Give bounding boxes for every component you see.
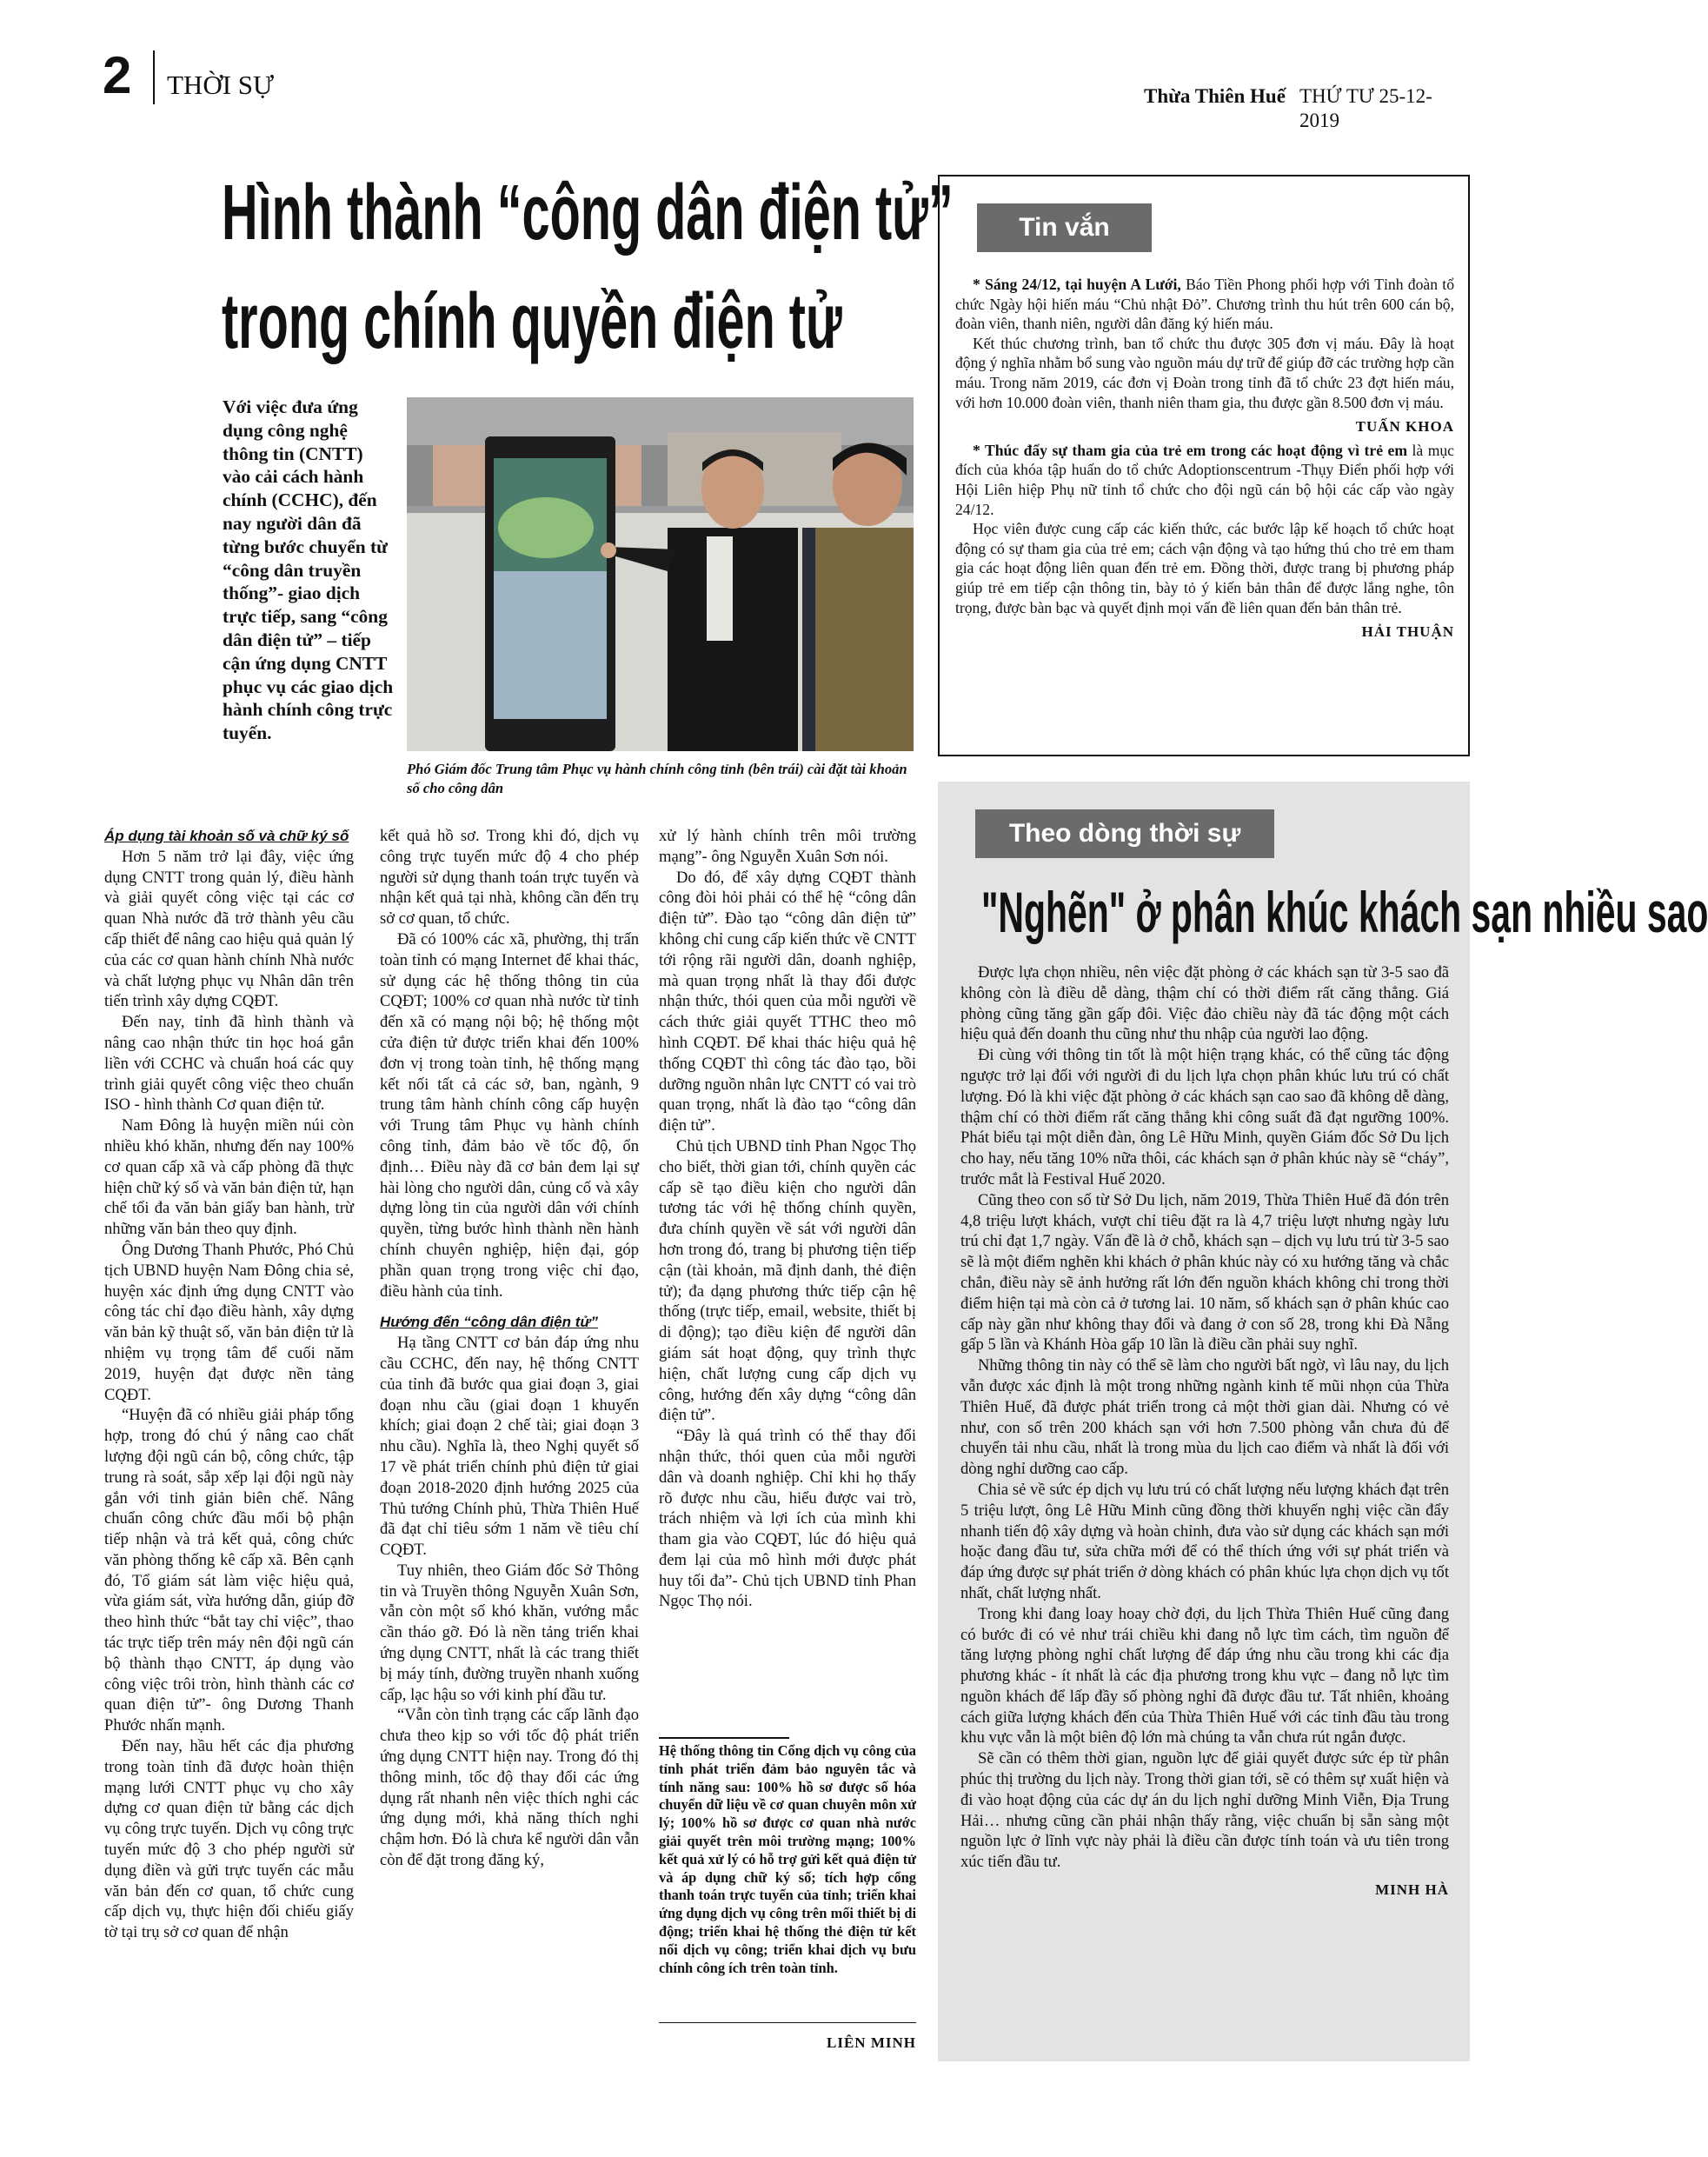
- paragraph: Được lựa chọn nhiều, nên việc đặt phòng ở các khách sạn từ 3-5 sao đã không còn là điều dễ dàng, thậm chí có thời điểm rất căng thẳng. Giá phòng cũng tăng gần gấp đôi. Việc đảo chiều này đã tác động một cách hiệu quả đến doanh thu cũng như thu nhập của người lao động.: [960, 963, 1449, 1044]
- highlight-box-rule-top: [659, 1737, 789, 1739]
- news-brief-tag: Tin vắn: [977, 203, 1152, 252]
- main-byline: LIÊN MINH: [827, 2034, 916, 2051]
- paragraph: xử lý hành chính trên môi trường mạng”- ông Nguyễn Xuân Sơn nói.: [659, 827, 916, 866]
- current-events-body: [960, 962, 1449, 1901]
- news-brief-body: [955, 275, 1454, 642]
- main-article-column-3: [659, 826, 916, 1612]
- current-events-headline: "Nghẽn" ở phân khúc khách sạn nhiều sao: [981, 880, 1708, 944]
- paragraph: Đến nay, tỉnh đã hình thành và nâng cao nhận thức tin học hoá gắn liền với CCHC và chuẩn hoá các quy trình giải quyết công việc theo chuẩn ISO - hình thành Cơ quan điện tử.: [104, 1013, 354, 1115]
- article-photo: [407, 397, 914, 751]
- paragraph: Hơn 5 năm trở lại đây, việc ứng dụng CNTT trong quản lý, điều hành và giải quyết công việc tại các cơ quan Nhà nước đã trở thành yêu cầu cấp thiết để nâng cao hiệu quả quản lý của các cơ quan hành chính Nhà nước và chất lượng phục vụ Nhân dân trên tiến trình xây dựng CQĐT.: [104, 847, 354, 1011]
- paragraph: Đi cùng với thông tin tốt là một hiện trạng khác, có thể cũng tác động ngược trở lại đối với người đi du lịch lựa chọn phân khúc lưu trú có chất lượng. Đó là khi việc đặt phòng ở các khách sạn cao sao đã không dễ dàng, thậm chí có thời điểm rất căng thẳng khi công suất đã đạt ngưỡng 100%. Phát biểu tại một diễn đàn, ông Lê Hữu Minh, quyền Giám đốc Sở Du lịch cho hay, nếu tăng 10% nữa thôi, các khách sạn ở phân khúc này sẽ “cháy”, trước mắt là Festival Huế 2020.: [960, 1046, 1449, 1188]
- brief-item-1-lead: * Sáng 24/12, tại huyện A Lưới,: [973, 276, 1181, 293]
- paragraph: Cũng theo con số từ Sở Du lịch, năm 2019, Thừa Thiên Huế đã đón trên 4,8 triệu lượt khách, vượt chỉ tiêu đặt ra là 4,7 triệu lượt nhưng ngày lưu trú chỉ đạt 1,7 ngày. Vấn đề là ở chỗ, khách sạn – dịch vụ lưu trú từ 3-5 sao sẽ là một điểm nghẽn khi khách ở phân khúc này có xu hướng tăng và chắc chắn, điều này sẽ ảnh hưởng rất lớn đến nguồn khách không chỉ trong thời điểm hiện tại mà còn cả ở tương lai. 10 năm, số khách sạn ở phân khúc cao cấp này gần như không thay đổi và đang ở con số 28, trong khi Đà Nẵng gấp 5 lần và Khánh Hòa gấp 10 lần là điều cần phải suy nghĩ.: [960, 1190, 1449, 1355]
- highlight-box-rule-bottom: [659, 2022, 916, 2023]
- highlight-box: Hệ thống thông tin Cổng dịch vụ công của tỉnh phát triển đảm bảo nguyên tắc và tính năng sau: 100% hồ sơ được số hóa chuyển dữ liệu về cơ quan chuyên môn xử lý; 100% hồ sơ được cơ quan nhà nước giải quyết trên môi trường mạng; 100% kết quả xử lý có hỗ trợ gửi kết quả điện tử và áp dụng chữ ký số; tích hợp cổng thanh toán trực tuyến của tỉnh; triển khai ứng dụng dịch vụ công trên mối thiết bị di động; triển khai hệ thống thẻ điện tử kết nối dịch vụ công; triển khai dịch vụ bưu chính công ích trên toàn tỉnh.: [659, 1742, 916, 1976]
- page-header: [103, 45, 1472, 131]
- brief-item-1-paragraph: Kết thúc chương trình, ban tổ chức thu được 305 đơn vị máu. Đây là hoạt động ý nghĩa nhằm bổ sung vào nguồn máu dự trữ để giúp đỡ các trường hợp cần máu. Trong năm 2019, các đơn vị Đoàn trong tỉnh đã tổ chức 23 đợt hiến máu, với hơn 10.000 đoàn viên, thanh niên tham gia, thu được gần 8.500 đơn vị máu.: [955, 334, 1454, 411]
- current-events-byline: MINH HÀ: [1375, 1881, 1449, 1899]
- kiosk-scene-image: [407, 397, 914, 751]
- paragraph: Tuy nhiên, theo Giám đốc Sở Thông tin và Truyền thông Nguyễn Xuân Sơn, vẫn còn một số khó khăn, vướng mắc cần tháo gỡ. Đó là nền tảng triển khai ứng dụng CNTT, nhất là các trang thiết bị máy tính, đường truyền nhanh xuống cấp, lạc hậu so với kinh phí đầu tư.: [380, 1561, 639, 1704]
- paragraph: Do đó, để xây dựng CQĐT thành công đòi hỏi phải có thể hệ “công dân điện tử”. Đào tạo “công dân điện tử” không chỉ cung cấp kiến thức về CNTT tới rộng rãi người dân, doanh nghiệp, mà quan trọng nhất là thay đổi được nhận thức, thói quen của mỗi người về cách thức giải quyết TTHC theo mô hình CQĐT. Để khai thác hiệu quả hệ thống CQĐT thì công tác đào tạo, bồi dưỡng nguồn nhân lực CNTT có vai trò quan trọng, nhất là đào tạo “công dân điện tử”.: [659, 868, 916, 1135]
- paragraph: “Đây là quá trình có thể thay đổi nhận thức, thói quen của mỗi người dân và doanh nghiệp. Chỉ khi họ thấy rõ được nhu cầu, hiểu được vai trò, trách nhiệm và lợi ích của mình khi tham gia vào CQĐT, lúc đó hiệu quả đem lại của mô hình mới được phát huy tối đa”- Chủ tịch UBND tỉnh Phan Ngọc Thọ nói.: [659, 1427, 916, 1611]
- paragraph: “Huyện đã có nhiều giải pháp tổng hợp, trong đó chú ý nâng cao chất lượng đội ngũ cán bộ, công chức, tập trung rà soát, sắp xếp lại đội ngũ này gắn với tinh giản biên chế. Nâng chuẩn công chức đầu mối bộ phận tiếp nhận và trả kết quả, công chức văn phòng thống kê cấp xã. Bên cạnh đó, Tổ giám sát làm việc hiệu quả, vừa giám sát, vừa hướng dẫn, giúp đỡ theo hình thức “bắt tay chỉ việc”, thao tác trực tiếp trên máy nên đội ngũ cán bộ thành thạo CNTT, áp dụng vào công việc trôi tròn, hình thành các cơ quan điện tử”- ông Dương Thanh Phước nhấn mạnh.: [104, 1406, 354, 1735]
- paragraph: Nam Đông là huyện miền núi còn nhiều khó khăn, nhưng đến nay 100% cơ quan cấp xã và cấp phòng đã thực hiện chữ ký số và văn bản điện tử, hạn chế tối đa văn bản giấy ban hành, trừ những văn bản theo quy định.: [104, 1116, 354, 1239]
- main-headline-line2: trong chính quyền điện tử: [222, 278, 842, 365]
- header-divider-vertical: [153, 50, 155, 104]
- brief-item-2-text: là mục đích của khóa tập huấn do tổ chức Adoptionscentrum -Thụy Điển phối hợp với Hội Liên hiệp Phụ nữ tỉnh tổ chức cho đội ngũ cán bộ hội các cấp vào ngày 24/12.: [955, 441, 1454, 518]
- paragraph: “Vẫn còn tình trạng các cấp lãnh đạo chưa theo kịp so với tốc độ phát triển ứng dụng CNTT hiện nay. Trong đó thị thông minh, tốc độ thay đổi các ứng dụng rất nhanh nên việc thích nghi các ứng dụng mới, khả năng thích nghi chậm hơn. Đó là chưa kể người dân vẫn còn để đặt trong đăng ký,: [380, 1706, 639, 1870]
- paragraph: Hạ tầng CNTT cơ bản đáp ứng nhu cầu CCHC, đến nay, hệ thống CNTT của tỉnh đã bước qua giai đoạn 3, giai đoạn nhu cầu (giai đoạn 1 khuyến khích; giai đoạn 2 chế tài; giai đoạn 3 nhu cầu). Nghĩa là, theo Nghị quyết số 17 về phát triển chính phủ điện tử giai đoạn 2018-2020 định hướng 2025 của Thủ tướng Chính phủ, Thừa Thiên Huế đã đạt chỉ tiêu sớm 1 năm về tiêu chí CQĐT.: [380, 1334, 639, 1560]
- section-name: THỜI SỰ: [167, 70, 275, 100]
- paragraph: Chủ tịch UBND tỉnh Phan Ngọc Thọ cho biết, thời gian tới, chính quyền các cấp sẽ tạo điều kiện cho người dân tương tác với hệ thống chính quyền, đưa chính quyền về sát với người dân hơn trong đó, trang bị phương tiện tiếp cận (tài khoản, mã định danh, thẻ điện tử); đa dạng phương thức tiếp cận hệ thống (trực tiếp, email, website, thiết bị di động); tạo điều kiện để người dân giám sát hoạt động, quy trình thực hiện, chất lượng cung cấp dịch vụ công, hướng đến xây dựng “công dân điện tử”.: [659, 1136, 916, 1425]
- paragraph: Ông Dương Thanh Phước, Phó Chủ tịch UBND huyện Nam Đông chia sẻ, huyện xác định ứng dụng CNTT vào công tác chỉ đạo điều hành, xây dựng văn bản kỹ thuật số, văn bản điện tử là nhiệm vụ trọng tâm để cuối năm 2019, huyện đạt được nền tảng CQĐT.: [104, 1240, 354, 1404]
- photo-caption: Phó Giám đốc Trung tâm Phục vụ hành chính công tỉnh (bên trái) cài đặt tài khoản số cho công dân: [407, 761, 907, 796]
- brief-item-2-signature: HẢI THUẬN: [1361, 623, 1454, 641]
- brief-item-2-lead: * Thúc đẩy sự tham gia của trẻ em trong các hoạt động vì trẻ em: [973, 441, 1407, 459]
- paragraph: Những thông tin này có thể sẽ làm cho người bất ngờ, vì lâu nay, du lịch vẫn được xác định là một trong những ngành kinh tế mũi nhọn của Thừa Thiên Huế, đã được phát triển trong cả một thời gian dài. Nhưng có vẻ như, con số trên 200 khách sạn với hơn 7.500 phòng vẫn chưa đủ để chuyển tải nhu cầu, nhất là trong mùa du lịch cao điểm và nhất là đối với dòng nghỉ dưỡng cao cấp.: [960, 1356, 1449, 1479]
- main-lead: Với việc đưa ứng dụng công nghệ thông tin (CNTT) vào cải cách hành chính (CCHC), đến nay người dân đã từng bước chuyển từ “công dân truyền thống”- giao dịch trực tiếp, sang “công dân điện tử” – tiếp cận ứng dụng CNTT phục vụ các giao dịch hành chính công trực tuyến.: [223, 396, 394, 744]
- paragraph: Đã có 100% các xã, phường, thị trấn toàn tỉnh có mạng Internet để khai thác, sử dụng các hệ thống thông tin của CQĐT; 100% cơ quan nhà nước từ tỉnh đến xã có mạng nội bộ; hệ thống một cửa điện tử được triển khai đến 100% đơn vị trong toàn tỉnh, hệ thống mạng kết nối tất cả các sở, ban, ngành, 9 trung tâm hành chính công cấp huyện với Trung tâm Phục vụ hành chính công tỉnh, đảm bảo về tốc độ, ổn định… Điều này đã cơ bản đem lại sự hài lòng cho người dân, củng cố và xây dựng lòng tin của người dân với chính quyền, từng bước hình thành nền hành chính chuyên nghiệp, hiện đại, góp phần quan trọng trong việc chỉ đạo, điều hành của tỉnh.: [380, 929, 639, 1301]
- main-article-column-1: [104, 826, 354, 1943]
- paragraph: Sẽ cần có thêm thời gian, nguồn lực để giải quyết được sức ép từ phân phúc thị trường du lịch này. Trong thời gian tới, sẽ có thêm sự xuất hiện và đi vào hoạt động của các dự án du lịch nghỉ dưỡng Minh Viễn, Địa Trung Hải… nhưng cũng cần phải nhận thấy rằng, việc chuẩn bị sẵn sàng một nguồn lực ở lĩnh vực này phải là điều cần được tính toán và ưu tiên trong xúc tiến đầu tư.: [960, 1749, 1449, 1872]
- subhead-1: Áp dụng tài khoản số và chữ ký số: [104, 828, 349, 844]
- current-events-tag: Theo dòng thời sự: [975, 809, 1274, 858]
- page-number: 2: [103, 46, 132, 104]
- paragraph: kết quả hồ sơ. Trong khi đó, dịch vụ công trực tuyến mức độ 4 cho phép người sử dụng thanh toán trực tuyến và nhận kết quả tại nhà, không cần đến trụ sở cơ quan, tổ chức.: [380, 827, 639, 929]
- brief-item-1-text: Báo Tiền Phong phối hợp với Tỉnh đoàn tổ chức Ngày hội hiến máu “Chủ nhật Đỏ”. Chương trình thu hút trên 600 cán bộ, đoàn viên, thanh niên, người dân đăng ký hiến máu.: [955, 276, 1454, 333]
- issue-date: THỨ TƯ 25-12-2019: [1299, 85, 1432, 131]
- brief-item-2-paragraph: Học viên được cung cấp các kiến thức, các bước lập kế hoạch tổ chức hoạt động có sự tham gia của trẻ em; cách vận động và tạo hứng thú cho trẻ em tham gia các hoạt động liên quan đến trẻ em. Đồng thời, được trang bị phương pháp giúp trẻ em tiếp cận thông tin, bày tỏ ý kiến bản thân để được lắng nghe, tôn trọng, được bàn bạc và quyết định mọi vấn đề liên quan đến bản thân trẻ.: [955, 520, 1454, 616]
- news-brief-box: [938, 175, 1470, 756]
- main-article-column-2: [380, 826, 639, 1871]
- paper-name: Thừa Thiên Huế: [1144, 85, 1286, 107]
- main-headline-line1: Hình thành “công dân điện tử”: [222, 170, 954, 256]
- brief-item-1: [955, 275, 1454, 334]
- paragraph: Chia sẻ về sức ép dịch vụ lưu trú có chất lượng nếu lượng khách đạt trên 5 triệu lượt, ông Lê Hữu Minh cũng đồng thời khuyến nghị việc cần đẩy nhanh tiến độ xây dựng và hoàn chỉnh, đưa vào sử dụng các khách sạn mới hoặc đang đầu tư, sửa chữa mới để có thể thích ứng với sự phát triển và đáp ứng được sự phát triển ở dòng khách có phân khúc lựa chọn dịch vụ tốt nhất, chất lượng nhất.: [960, 1480, 1449, 1602]
- current-events-box: [938, 782, 1708, 2061]
- subhead-2: Hướng đến “công dân điện tử”: [380, 1314, 599, 1331]
- brief-item-2: [955, 441, 1454, 519]
- paragraph: Đến nay, hầu hết các địa phương trong toàn tỉnh đã được hoàn thiện mạng lưới CNTT phục vụ cho xây dựng cơ quan điện tử bằng các dịch vụ công trực tuyến. Dịch vụ công trực tuyến mức độ 3 cho phép người sử dụng điền và gửi trực tuyến các mẫu văn bản đến cơ quan, tổ chức cung cấp dịch vụ, thực hiện đối chiếu giấy tờ tại trụ sở cơ quan để nhận: [104, 1737, 354, 1942]
- brief-item-1-signature: TUẤN KHOA: [1355, 418, 1454, 436]
- paragraph: Trong khi đang loay hoay chờ đợi, du lịch Thừa Thiên Huế cũng đang có bước đi có vẻ như trái chiều khi đang nỗ lực tìm cách, tìm nguồn để tăng lượng phòng nghỉ chất lượng để đáp ứng nhu cầu trong khi các địa phương khác - ít nhất là các địa phương trong khu vực – đang nỗ lực tìm nguồn khách để lấp đầy số phòng nghỉ đã được đầu tư. Tất nhiên, khoảng cách giữa lượng khách đến của Thừa Thiên Huế với các tỉnh đầu tàu trong khu vực vẫn là một biên độ lớn mà chúng ta vẫn chưa rút ngắn được.: [960, 1604, 1449, 1748]
